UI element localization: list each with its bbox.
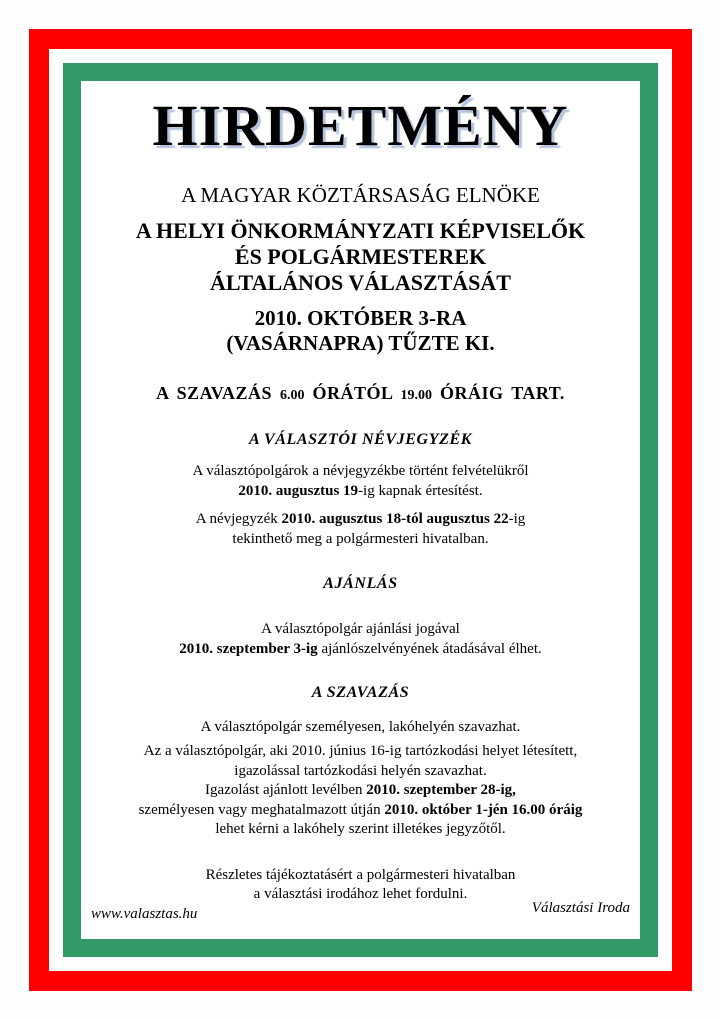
recommendation-rest: ajánlószelvényének átadásával élhet.: [317, 640, 542, 657]
closing-line-1: Részletes tájékoztatásért a polgármesteri hivatalban: [205, 866, 516, 883]
certificate-line-3: Igazolást ajánlott levélben: [205, 782, 367, 799]
certificate-personal-deadline: 2010. október 1-jén 16.00 óráig: [384, 801, 583, 818]
certificate-line-5: lehet kérni a lakóhely szerint illetékes jegyzőtől.: [215, 821, 506, 838]
proclamation-line-3: ÁLTALÁNOS VÁLASZTÁSÁT: [210, 270, 511, 296]
notification-line-1: A választópolgárok a névjegyzékbe történt felvételükről: [192, 463, 529, 480]
issuer-line: A MAGYAR KÖZTÁRSASÁG ELNÖKE: [181, 183, 540, 207]
certificate-line-2: igazolással tartózkodási helyén szavazhat.: [234, 762, 487, 779]
voting-hours-end-time: 19.00: [400, 388, 433, 404]
certificate-line-4: személyesen vagy meghatalmazott útján: [138, 801, 385, 818]
election-date-line-1: 2010. OKTÓBER 3-RA: [254, 306, 467, 331]
voting-hours-mid: ÓRÁTÓL: [304, 383, 401, 404]
certificate-mail-deadline: 2010. szeptember 28-ig,: [366, 782, 516, 799]
proclamation-line-1: A HELYI ÖNKORMÁNYZATI KÉPVISELŐK: [135, 218, 586, 244]
proclamation-line-2: ÉS POLGÁRMESTEREK: [234, 244, 487, 270]
paragraph-notification: [91, 462, 631, 501]
section-heading-ajanlas: AJÁNLÁS: [323, 575, 398, 593]
paragraph-register-viewing: [91, 510, 631, 549]
voting-hours-line: [81, 383, 640, 405]
signature-text: Választási Iroda: [531, 900, 630, 916]
voting-hours-start-time: 6.00: [279, 388, 305, 404]
notification-deadline: 2010. augusztus 19: [238, 482, 359, 499]
register-line-2: tekinthető meg a polgármesteri hivatalban.: [232, 530, 489, 547]
voting-hours-post: ÓRÁIG TART.: [432, 383, 565, 404]
paragraph-closing: [91, 866, 631, 905]
section-heading-nevjegyzek: A VÁLASZTÓI NÉVJEGYZÉK: [248, 430, 473, 448]
election-date-block: [81, 306, 640, 355]
recommendation-deadline: 2010. szeptember 3-ig: [179, 640, 318, 657]
register-date-range: 2010. augusztus 18-tól augusztus 22: [281, 511, 509, 528]
certificate-line-1: Az a választópolgár, aki 2010. június 16-ig tartózkodási helyet létesített,: [143, 743, 578, 760]
notification-rest: -ig kapnak értesítést.: [358, 482, 483, 499]
paragraph-vote-in-person: A választópolgár személyesen, lakóhelyén szavazhat.: [200, 718, 521, 735]
green-frame-border: [63, 63, 658, 957]
closing-line-2: a választási irodához lehet fordulni.: [253, 886, 468, 903]
paragraph-recommendation: [91, 620, 631, 659]
footer: [81, 900, 640, 925]
election-date-line-2: (VASÁRNAPRA) TŰZTE KI.: [226, 330, 495, 355]
poster-title: HIRDETMÉNY: [152, 93, 569, 158]
register-intro: A névjegyzék: [195, 511, 282, 528]
proclamation-block: [81, 218, 640, 296]
red-frame-border: [29, 29, 692, 991]
register-suffix: -ig: [508, 511, 526, 528]
section-heading-szavazas: A SZAVAZÁS: [311, 684, 410, 702]
recommendation-line-1: A választópolgár ajánlási jogával: [261, 621, 460, 638]
voting-hours-pre: A SZAVAZÁS: [156, 383, 280, 404]
website-text: www.valasztas.hu: [91, 906, 198, 922]
paragraph-certificate: [91, 742, 631, 840]
